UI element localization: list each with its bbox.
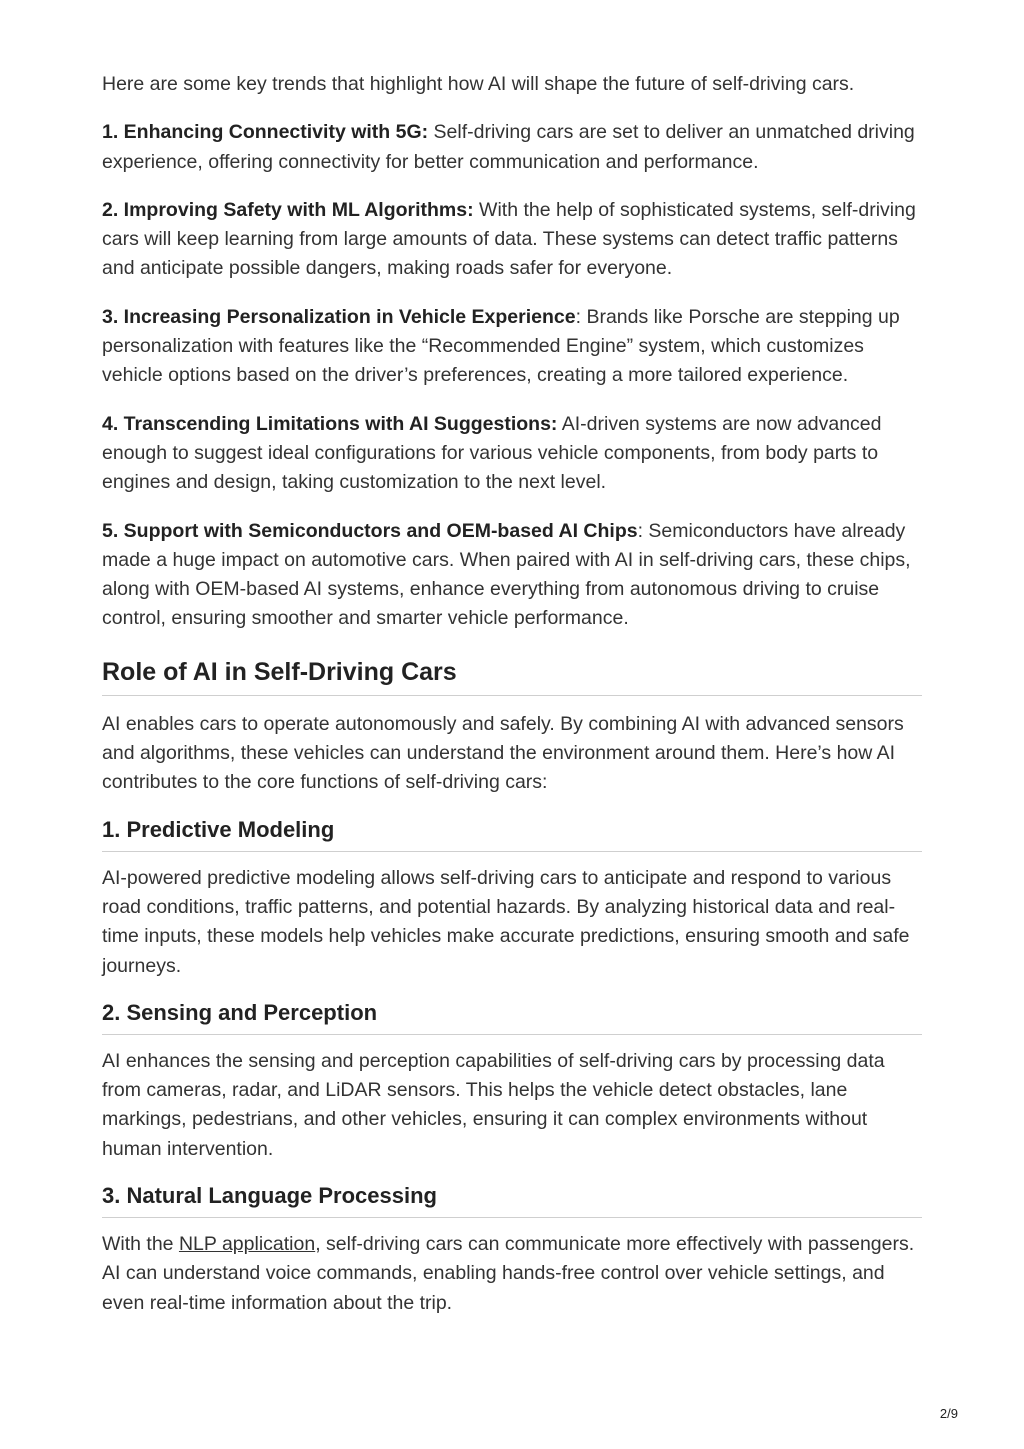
trend-text-3: : Brands like Porsche are stepping up personalization with features like the “Recommended Engine” system, which customizes vehicle options based on the driver’s preferences, creating a more tailored experience. [102,305,900,387]
nlp-heading: 3. Natural Language Processing [102,1183,922,1218]
trend-title-5: 5. Support with Semiconductors and OEM-based AI Chips [102,519,638,542]
trend-title-2: 2. Improving Safety with ML Algorithms: [102,198,474,221]
trend-title-3: 3. Increasing Personalization in Vehicle Experience [102,305,576,328]
page-number: 2/9 [939,1406,958,1421]
predictive-modeling-heading: 1. Predictive Modeling [102,817,922,852]
trend-title-4: 4. Transcending Limitations with AI Suggestions: [102,412,558,435]
trend-text-4: AI-driven systems are now advanced enough to suggest ideal configurations for various vehicle components, from body parts to engines and design, taking customization to the next level. [102,412,882,494]
trend-text-2: With the help of sophisticated systems, self-driving cars will keep learning from large amounts of data. These systems can detect traffic patterns and anticipate possible dangers, making roads safer for everyone. [102,198,916,280]
nlp-application-link[interactable]: NLP application [178,1233,316,1256]
predictive-modeling-paragraph: AI-powered predictive modeling allows self-driving cars to anticipate and respond to various road conditions, traffic patterns, and potential hazards. By analyzing historical data and real-time inputs, these models help vehicles make accurate predictions, ensuring smooth and safe journeys. [102,866,910,977]
intro-paragraph: Here are some key trends that highlight how AI will shape the future of self-driving cars. [102,73,855,95]
trend-title-1: 1. Enhancing Connectivity with 5G: [102,121,429,144]
trend-paragraph-4 [102,410,922,498]
sensing-perception-paragraph: AI enhances the sensing and perception capabilities of self-driving cars by processing data from cameras, radar, and LiDAR sensors. This helps the vehicle detect obstacles, lane markings, pedestrians, and other vehicles, ensuring it can complex environments without human intervention. [102,1049,885,1160]
nlp-text-after: , self-driving cars can communicate more effectively with passengers. AI can understand voice commands, enabling hands-free control over vehicle settings, and even real-time information about the trip. [102,1233,915,1314]
trend-paragraph-2 [102,196,922,284]
article-body [102,70,922,1337]
role-heading: Role of AI in Self-Driving Cars [102,658,922,696]
sensing-perception-heading: 2. Sensing and Perception [102,1000,922,1035]
nlp-text-before: With the [102,1233,179,1256]
role-paragraph: AI enables cars to operate autonomously and safely. By combining AI with advanced sensors and algorithms, these vehicles can understand the environment around them. Here’s how AI contributes to the core functions of self-driving cars: [102,712,904,794]
trend-text-1: Self-driving cars are set to deliver an unmatched driving experience, offering connectivity for better communication and performance. [102,121,915,173]
trend-paragraph-1 [102,118,922,177]
trend-paragraph-5 [102,517,922,634]
trend-text-5: : Semiconductors have already made a huge impact on automotive cars. When paired with AI in self-driving cars, these chips, along with OEM-based AI systems, enhance everything from autonomous driving to cruise control, ensuring smoother and smarter vehicle performance. [102,519,911,630]
trend-paragraph-3 [102,303,922,391]
nlp-paragraph [102,1230,922,1318]
